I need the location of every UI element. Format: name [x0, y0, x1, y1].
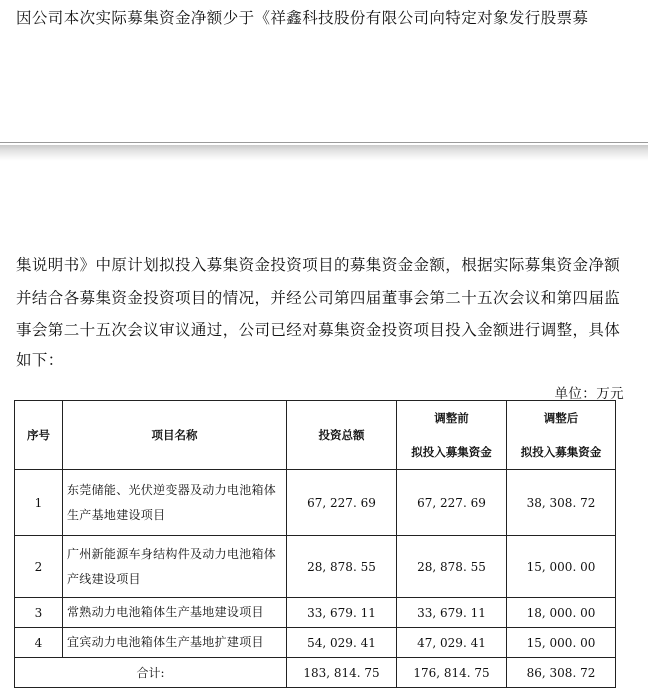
row-after: 15, 000. 00	[507, 536, 616, 598]
paragraph-line-3: 事会第二十五次会议审议通过，公司已经对募集资金投资项目投入金额进行调整，具体	[16, 321, 621, 339]
header-after-line1: 调整后	[543, 411, 579, 425]
top-paragraph-line: 因公司本次实际募集资金净额少于《祥鑫科技股份有限公司向特定对象发行股票募	[16, 9, 589, 27]
row-total: 54, 029. 41	[287, 628, 397, 658]
paragraph-line-1: 集说明书》中原计划拟投入募集资金投资项目的募集资金金额，根据实际募集资金净额	[16, 256, 621, 274]
sum-total: 183, 814. 75	[287, 658, 397, 688]
header-before	[397, 401, 507, 470]
table-row	[15, 598, 616, 628]
table-row	[15, 536, 616, 598]
table-sum-row	[15, 658, 616, 688]
header-before-line1: 调整前	[434, 411, 469, 425]
row-name: 常熟动力电池箱体生产基地建设项目	[63, 598, 287, 628]
page-break-separator	[0, 142, 648, 161]
row-before: 33, 679. 11	[397, 598, 507, 628]
sum-after: 86, 308. 72	[507, 658, 616, 688]
row-after: 18, 000. 00	[507, 598, 616, 628]
row-before: 47, 029. 41	[397, 628, 507, 658]
sum-before: 176, 814. 75	[397, 658, 507, 688]
row-after: 38, 308. 72	[507, 470, 616, 536]
header-total: 投资总额	[287, 401, 397, 470]
row-total: 33, 679. 11	[287, 598, 397, 628]
table-row	[15, 628, 616, 658]
row-name: 广州新能源车身结构件及动力电池箱体产线建设项目	[63, 536, 287, 598]
adjustment-table	[14, 400, 616, 688]
sum-label: 合计:	[15, 658, 287, 688]
header-after-line2: 拟投入募集资金	[520, 445, 602, 459]
row-name: 东莞储能、光伏逆变器及动力电池箱体生产基地建设项目	[63, 470, 287, 536]
row-seq: 2	[15, 536, 63, 598]
header-name: 项目名称	[63, 401, 287, 470]
row-before: 67, 227. 69	[397, 470, 507, 536]
row-after: 15, 000. 00	[507, 628, 616, 658]
row-total: 67, 227. 69	[287, 470, 397, 536]
table-row	[15, 470, 616, 536]
paragraph-line-2: 并结合各募集资金投资项目的情况，并经公司第四届董事会第二十五次会议和第四届监	[16, 289, 621, 307]
paragraph-line-4: 如下：	[16, 351, 64, 369]
row-name: 宜宾动力电池箱体生产基地扩建项目	[63, 628, 287, 658]
table-header-row	[15, 401, 616, 470]
row-seq: 3	[15, 598, 63, 628]
header-before-line2: 拟投入募集资金	[411, 445, 492, 459]
header-seq: 序号	[15, 401, 63, 470]
row-before: 28, 878. 55	[397, 536, 507, 598]
row-seq: 1	[15, 470, 63, 536]
row-seq: 4	[15, 628, 63, 658]
header-after	[507, 401, 616, 470]
unit-label: 单位：万元	[554, 386, 624, 402]
row-total: 28, 878. 55	[287, 536, 397, 598]
